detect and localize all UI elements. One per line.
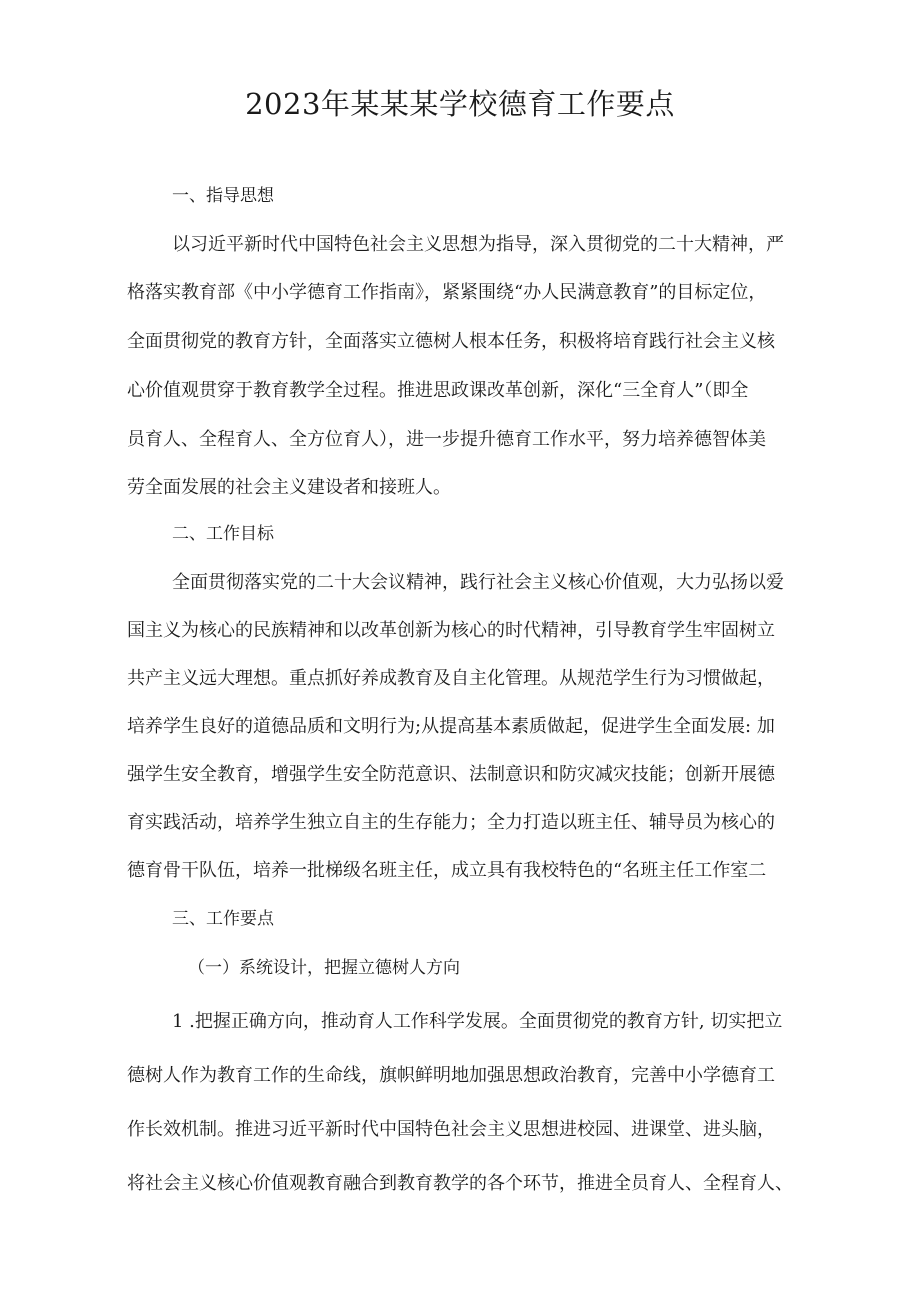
paragraph-line: 培养学生良好的道德品质和文明行为;从提高基本素质做起，促进学生全面发展: 加 bbox=[127, 716, 775, 737]
section-heading-work-goals: 二、工作目标 bbox=[172, 524, 274, 544]
paragraph-line: 共产主义远大理想。重点抓好养成教育及自主化管理。从规范学生行为习惯做起， bbox=[127, 668, 775, 689]
document-title: 2023年某某某学校德育工作要点 bbox=[245, 87, 675, 121]
section-heading-work-points: 三、工作要点 bbox=[172, 909, 274, 929]
paragraph-line: 德育骨干队伍，培养一批梯级名班主任，成立具有我校特色的“名班主任工作室二 bbox=[127, 860, 767, 881]
paragraph-line: 员育人、全程育人、全方位育人），进一步提升德育工作水平，努力培养德智体美 bbox=[127, 429, 766, 450]
subsection-heading: （一）系统设计，把握立德树人方向 bbox=[188, 958, 460, 978]
paragraph-line: 全面贯彻党的教育方针，全面落实立德树人根本任务，积极将培育践行社会主义核 bbox=[127, 331, 775, 352]
paragraph-line: 育实践活动，培养学生独立自主的生存能力；全力打造以班主任、辅导员为核心的 bbox=[127, 812, 775, 833]
paragraph-line: 心价值观贯穿于教育教学全过程。推进思政课改革创新，深化“三全育人”（即全 bbox=[127, 380, 749, 401]
paragraph-line: 强学生安全教育，增强学生安全防范意识、法制意识和防灾减灾技能；创新开展德 bbox=[127, 764, 775, 785]
section-heading-guiding-ideology: 一、指导思想 bbox=[172, 186, 274, 206]
paragraph-line: 作长效机制。推进习近平新时代中国特色社会主义思想进校园、进课堂、进头脑， bbox=[127, 1119, 775, 1140]
paragraph-line: 国主义为核心的民族精神和以改革创新为核心的时代精神，引导教育学生牢固树立 bbox=[127, 620, 775, 641]
paragraph-line: 以习近平新时代中国特色社会主义思想为指导，深入贯彻党的二十大精神，严 bbox=[172, 234, 784, 255]
paragraph-line: 格落实教育部《中小学德育工作指南》，紧紧围绕“办人民满意教育”的目标定位， bbox=[127, 282, 767, 303]
paragraph-line: 1 .把握正确方向，推动育人工作科学发展。全面贯彻党的教育方针, 切实把立 bbox=[172, 1011, 783, 1032]
paragraph-line: 全面贯彻落实党的二十大会议精神，践行社会主义核心价值观，大力弘扬以爱 bbox=[172, 572, 784, 593]
paragraph-line: 将社会主义核心价值观教育融合到教育教学的各个环节，推进全员育人、全程育人、 bbox=[127, 1173, 793, 1194]
paragraph-line: 劳全面发展的社会主义建设者和接班人。 bbox=[127, 477, 451, 498]
paragraph-line: 德树人作为教育工作的生命线，旗帜鲜明地加强思想政治教育，完善中小学德育工 bbox=[127, 1065, 775, 1086]
